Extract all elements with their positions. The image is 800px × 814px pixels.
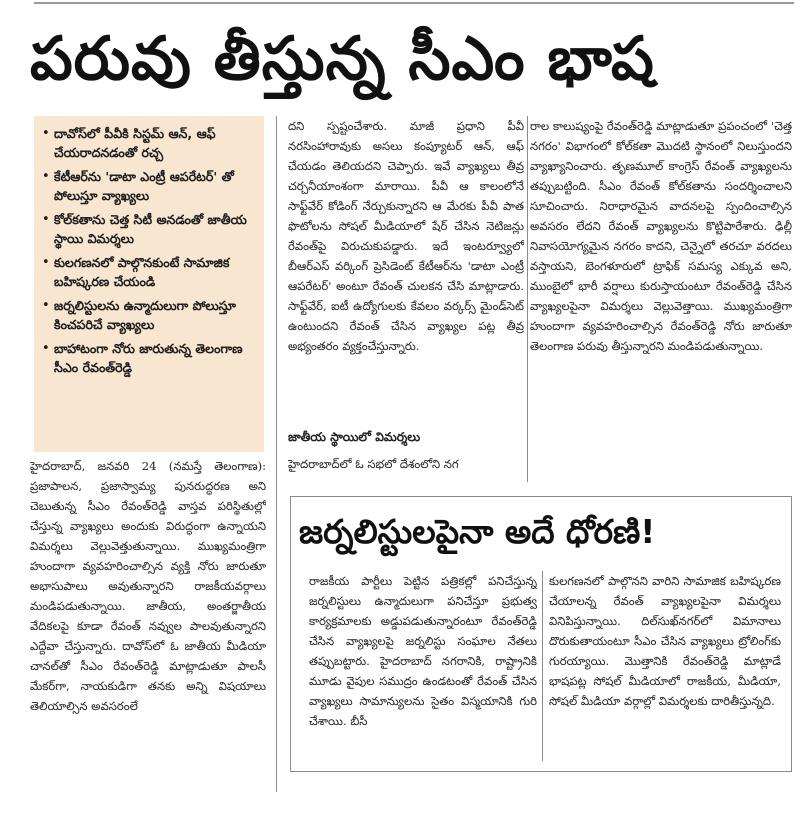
bullet-icon: • xyxy=(42,126,50,141)
highlight-item xyxy=(42,296,256,334)
article-column-2: దని స్పష్టంచేశారు. మాజీ ప్రధాని పీవీ నరసింహారావుకు అసలు కంప్యూటర్ ఆన్, ఆఫ్ చేయడం తెలియదని చెప్పారు. ఇవే వ్యాఖ్యలు తీవ్ర చర్చనీయాంశంగా మారాయి. పీవీ ఆ కాలంలోనే సాఫ్ట్‌వేర్ కోడింగ్ నేర్చుకున్నారని ఆ మేరకు పీవీ పాత ఫొటోలను సోషల్ మీడియాలో షేర్ చేసిన నెటిజన్లు రేవంత్‌పై విరుచుకుపడ్డారు. ఇదే ఇంటర్వ్యూలో బీఆర్‌ఎస్ వర్కింగ్ ప్రెసిడెంట్ కేటీఆర్‌ను 'డాటా ఎంట్రీ ఆపరేటర్' అంటూ రేవంత్ చులకన చేసి మాట్లాడారు. సాఫ్ట్‌వేర్, ఐటీ ఉద్యోగులకు కేవలం వర్కర్స్ మైండ్‌సెట్ ఉంటుందని రేవంత్ చేసిన వ్యాఖ్యల పట్ల తీవ్ర అభ్యంతరం వ్యక్తంచేస్తున్నారు. xyxy=(288,119,524,353)
article-column-3: రాల కాలుష్యంపై రేవంత్‌రెడ్డి మాట్లాడుతూ ప్రపంచంలో 'చెత్త నగరం' విభాగంలో కోల్‌కతా మొదటి స్థానంలో నిలుస్తుందని వ్యాఖ్యానించారు. తృణమూల్ కాంగ్రెస్ రేవంత్ వ్యాఖ్యలను తప్పుబట్టింది. సీఎం రేవంత్ కోల్‌కతాను సందర్శించాలని సూచించారు. నిరాధారమైన వాదనలపై స్పందించాల్సిన అవసరం లేదని రేవంత్ వ్యాఖ్యలను కొట్టిపారేశారు. ఢిల్లీ నివాసయోగ్యమైన నగరం కాదని, చెన్నైలో తరచూ వరదలు వస్తాయని, బెంగళూరులో ట్రాఫిక్ సమస్య ఎక్కువ అని, ముంబైలో భారీ వర్షాలు కురుస్తాయంటూ రేవంత్‌రెడ్డి చేసిన వ్యాఖ్యలపైనా విమర్శలు వెల్లువెత్తాయి. ముఖ్యమంత్రిగా హుందాగా వ్యవహరించాల్సిన రేవంత్‌రెడ్డి నోరు జారుతూ తెలంగాణ పరువు తీస్తున్నారని మండిపడుతున్నాయి. xyxy=(530,119,792,353)
highlight-item xyxy=(42,253,256,291)
article-column-2-continued: హైదరాబాద్‌లో ఓ సభలో దేశంలోని నగ xyxy=(288,457,459,471)
column-divider xyxy=(527,116,528,482)
box-column-2: కులగణనలో పాల్గొనని వారిని సామాజిక బహిష్కరణ చేయాలన్న రేవంత్ వ్యాఖ్యలపైనా విమర్శలు వినిపిస్తున్నాయి. దిల్‌సుఖ్‌నగర్‌లో విమానాలు దొరుకుతాయంటూ సీఎం చేసిన వ్యాఖ్యలు ట్రోలింగ్‌కు గురయ్యాయి. మొత్తానికి రేవంత్‌రెడ్డి మాట్లాడే భాషపట్ల సోషల్ మీడియాలో రాజకీయ, మీడియా, సోషల్ మీడియా వర్గాల్లో విమర్శలకు దారితీస్తున్నది. xyxy=(549,574,781,708)
box-column-1: రాజకీయ పార్టీలు పెట్టిన పత్రికల్లో పనిచేస్తున్న జర్నలిస్టులు ఉన్మాదులుగా పనిచేస్తూ ప్రభుత్వ కార్యక్రమాలకు అడ్డుపడుతున్నారంటూ రేవంత్‌రెడ్డి చేసిన వ్యాఖ్యలపై జర్నలిస్టు సంఘాల నేతలు తప్పుబట్టారు. హైదరాబాద్ నగరానికి, రాష్ట్రానికి మూడు వైపుల సముద్రం ఉండటంతో రేవంత్ చేసిన వ్యాఖ్యలు సామాన్యులను సైతం విస్మయానికి గురి చేశాయి. బీసీ xyxy=(309,574,537,728)
box-title: జర్నలిస్టులపైనా అదే ధోరణి! xyxy=(299,512,656,551)
highlight-item xyxy=(42,124,256,162)
highlights-box xyxy=(34,116,264,452)
highlight-item xyxy=(42,339,256,377)
highlight-text: దావోస్‌లో పీవీకి సిస్టమ్ ఆన్, ఆఫ్ చేయరాదనడంతో రచ్చ xyxy=(54,126,216,160)
highlight-text: జర్నలిస్టులను ఉన్మాదులుగా పోలుస్తూ కించపరిచే వ్యాఖ్యలు xyxy=(54,298,236,332)
bullet-icon: • xyxy=(42,298,50,313)
bullet-icon: • xyxy=(42,341,50,356)
highlight-text: బాహాటంగా నోరు జారుతున్న తెలంగాణ సీఎం రేవంత్‌రెడ్డి xyxy=(54,341,243,375)
highlight-text: కులగణనలో పాల్గొనకుంటే సామాజిక బహిష్కరణ చేయండి xyxy=(54,255,230,289)
highlight-text: కేటీఆర్‌ను 'డాటా ఎంట్రీ ఆపరేటర్' తో పోలుస్తూ వ్యాఖ్యలు xyxy=(54,169,234,203)
top-rule xyxy=(34,2,794,4)
highlight-item xyxy=(42,210,256,248)
section-subheading: జాతీయ స్థాయిలో విమర్శలు xyxy=(288,430,421,444)
box-column-divider xyxy=(542,571,543,761)
headline: పరువు తీస్తున్న సీఎం భాష xyxy=(30,24,655,94)
column-divider xyxy=(276,116,277,792)
article-column-1: హైదరాబాద్, జనవరి 24 (నమస్తే తెలంగాణ): ప్రజాపాలన, ప్రజాస్వామ్య పునరుద్ధరణ అని చెబుతున్న సీఎం రేవంత్‌రెడ్డి వాస్తవ పరిస్థితుల్లో చేస్తున్న వ్యాఖ్యలు అందుకు విరుద్ధంగా ఉన్నాయని విమర్శలు వెల్లువెత్తుతున్నాయి. ముఖ్యమంత్రిగా హుందాగా వ్యవహరించాల్సిన వ్యక్తి నోరు జారుతూ అభాసుపాలు అవుతున్నారని రాజకీయవర్గాలు మండిపడుతున్నాయి. జాతీయ, అంతర్జాతీయ వేదికలపై కూడా రేవంత్ నవ్వుల పాలవుతున్నారని ఎద్దేవా చేస్తున్నారు. దావోస్‌లో ఓ జాతీయ మీడియా చానల్‌తో సీఎం రేవంత్‌రెడ్డి మాట్లాడుతూ పాలసీ మేకర్‌గా, నాయకుడిగా తనకు అన్ని విషయాలు తెలియాల్సిన అవసరంలే xyxy=(30,459,266,713)
highlight-item xyxy=(42,167,256,205)
bullet-icon: • xyxy=(42,255,50,270)
sidebar-box xyxy=(290,496,792,772)
highlight-text: కోల్‌కతాను చెత్త సిటీ అనడంతో జాతీయ స్థాయి విమర్శలు xyxy=(54,212,247,246)
bullet-icon: • xyxy=(42,212,50,227)
bullet-icon: • xyxy=(42,169,50,184)
